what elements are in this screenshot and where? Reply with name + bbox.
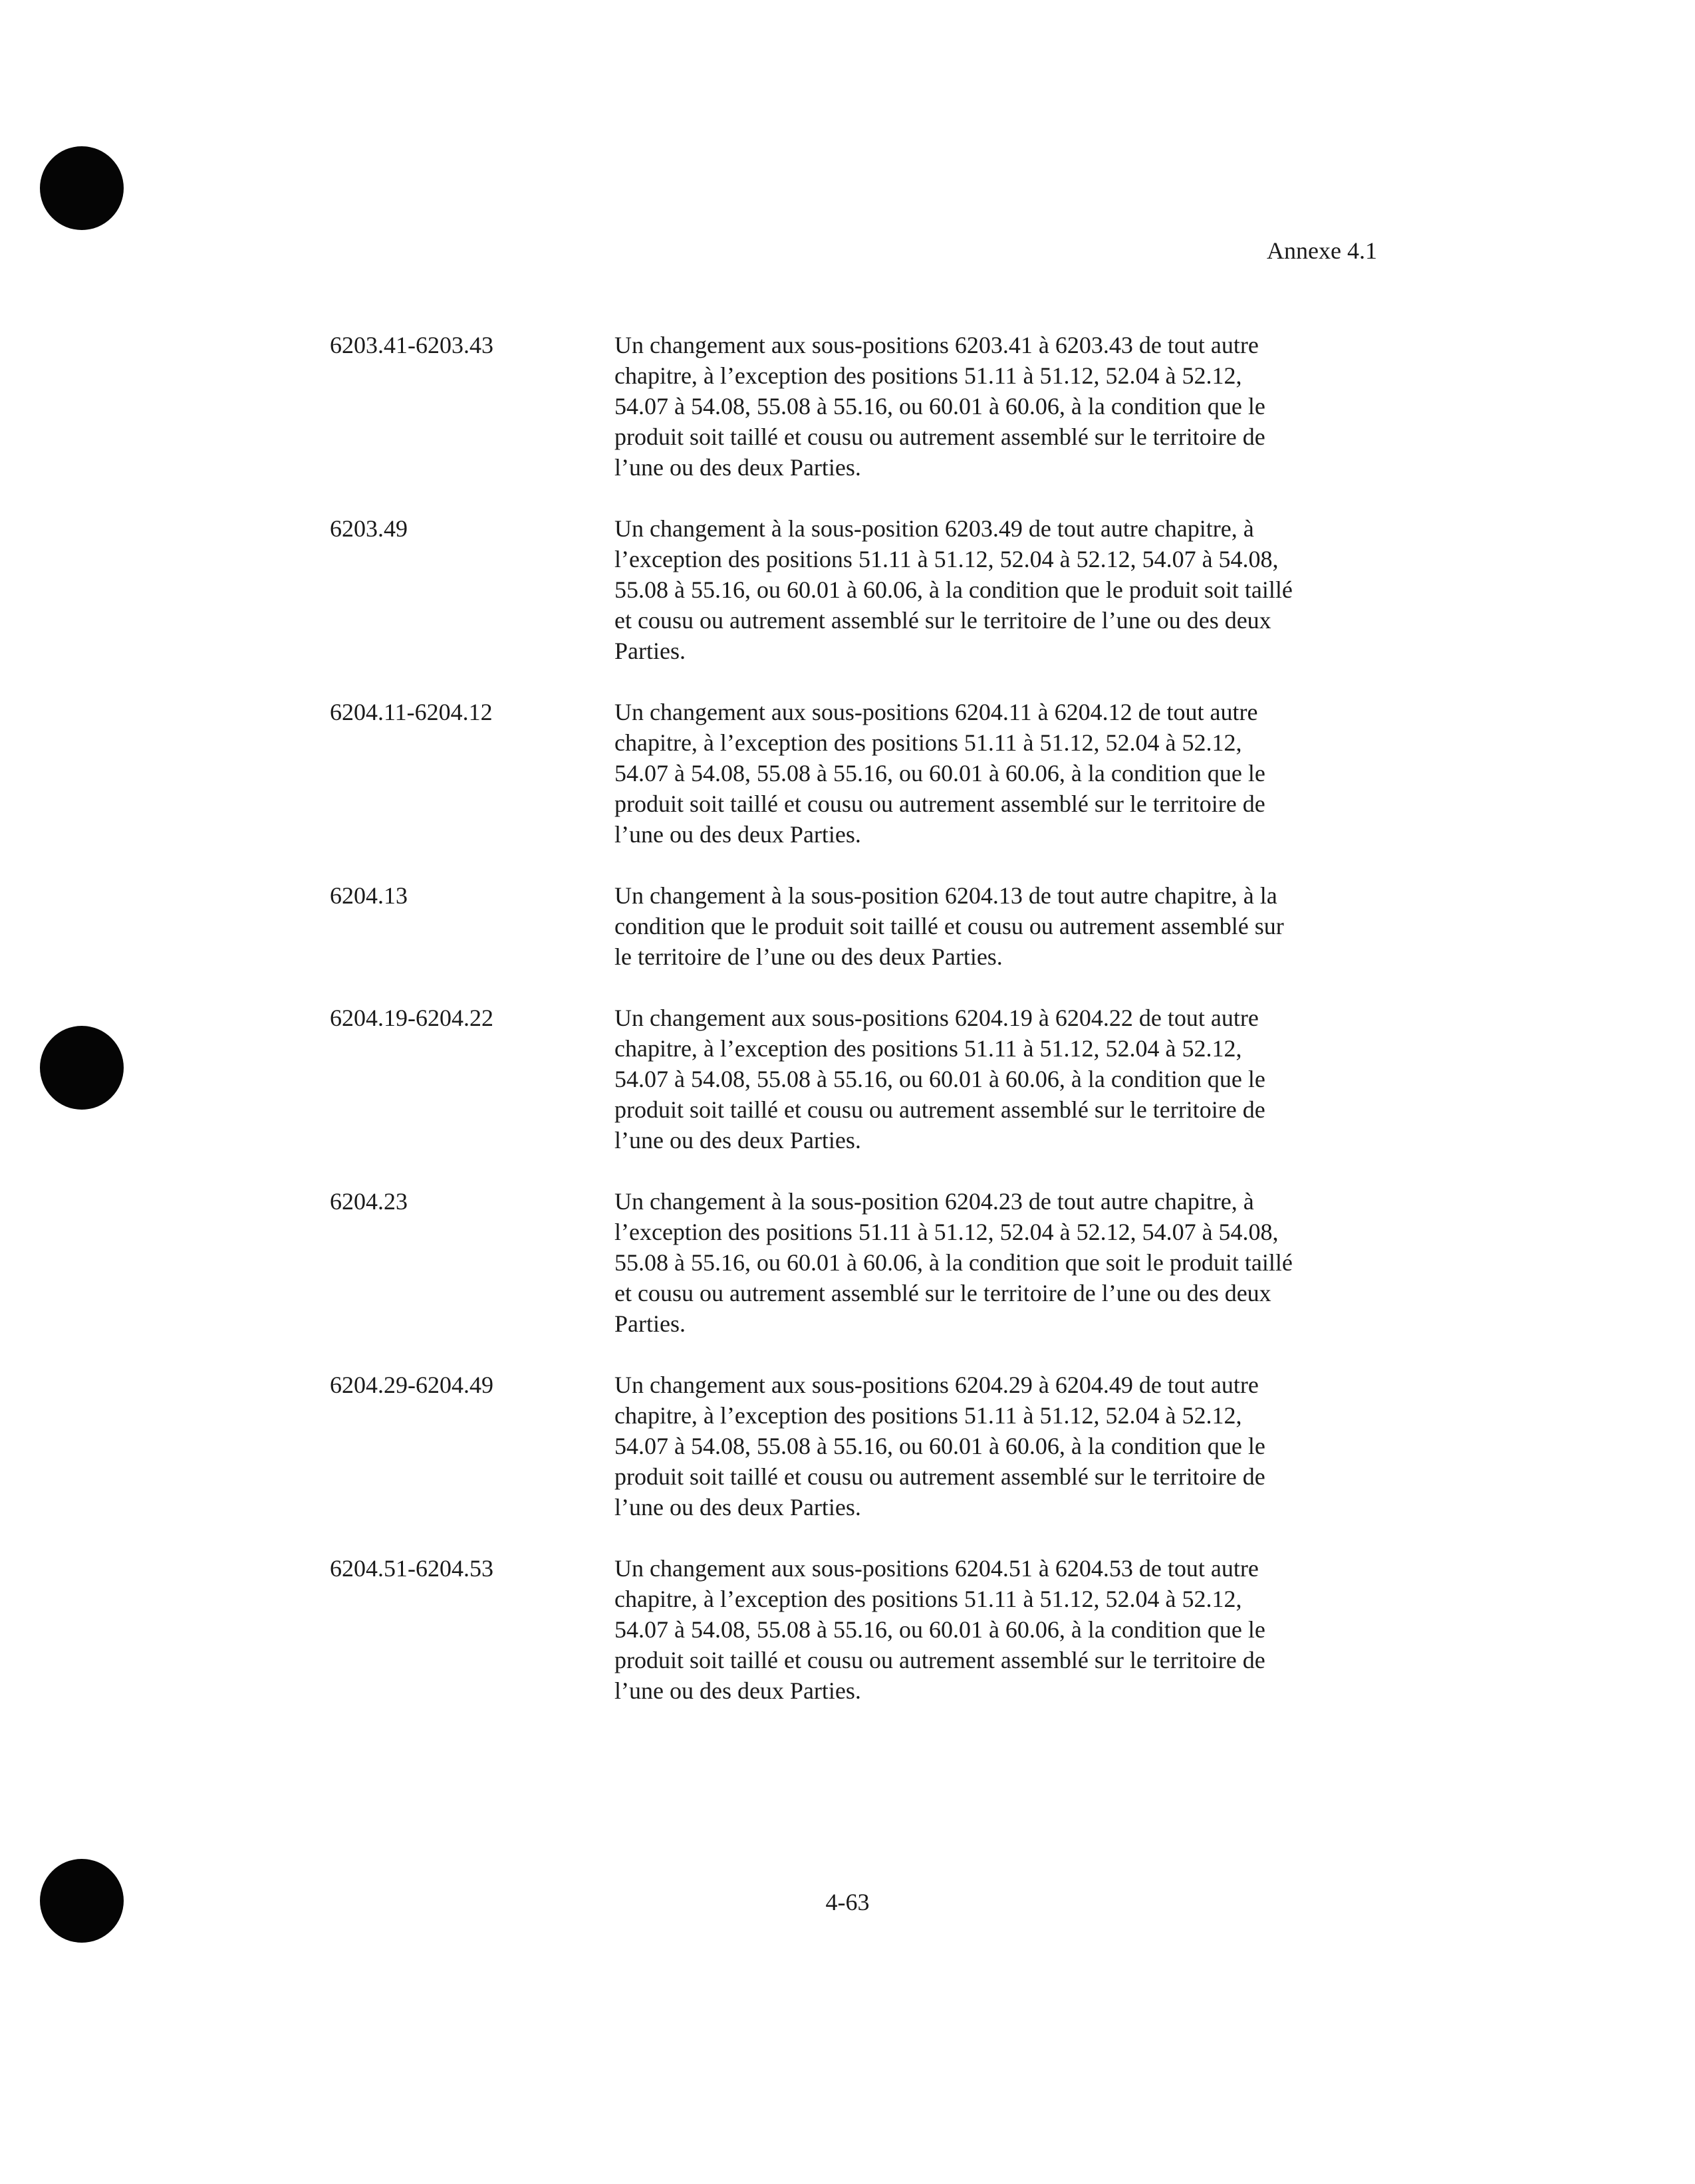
page-number: 4-63	[825, 1889, 870, 1915]
rule-line: 54.07 à 54.08, 55.08 à 55.16, ou 60.01 à 60.06, à la condition que le	[614, 1066, 1265, 1092]
punch-hole	[40, 146, 124, 230]
rule-line: Un changement aux sous-positions 6203.41 à 6203.43 de tout autre	[614, 332, 1259, 358]
rule-line: le territoire de l’une ou des deux Parties.	[614, 943, 1003, 970]
rule-line: 55.08 à 55.16, ou 60.01 à 60.06, à la condition que soit le produit taillé	[614, 1249, 1293, 1276]
rule-line: l’exception des positions 51.11 à 51.12, 52.04 à 52.12, 54.07 à 54.08,	[614, 1219, 1279, 1245]
rule-line: 54.07 à 54.08, 55.08 à 55.16, ou 60.01 à 60.06, à la condition que le	[614, 1616, 1265, 1643]
rule-line: Un changement aux sous-positions 6204.11 à 6204.12 de tout autre	[614, 699, 1258, 725]
tariff-code: 6204.23	[330, 1188, 408, 1215]
tariff-code: 6204.29-6204.49	[330, 1372, 493, 1398]
rule-line: l’une ou des deux Parties.	[614, 1494, 861, 1520]
rule-description	[614, 1003, 1359, 1155]
rule-line: 55.08 à 55.16, ou 60.01 à 60.06, à la condition que le produit soit taillé	[614, 576, 1293, 603]
rule-line: Un changement aux sous-positions 6204.19 à 6204.22 de tout autre	[614, 1005, 1259, 1031]
rule-line: Parties.	[614, 638, 686, 664]
rule-line: Parties.	[614, 1310, 686, 1337]
rules-table	[330, 330, 1367, 1706]
rule-line: Un changement à la sous-position 6203.49 de tout autre chapitre, à	[614, 515, 1254, 542]
rule-description	[614, 513, 1359, 666]
rule-line: produit soit taillé et cousu ou autrement assemblé sur le territoire de	[614, 790, 1265, 817]
rule-line: produit soit taillé et cousu ou autrement assemblé sur le territoire de	[614, 1647, 1265, 1673]
rule-line: produit soit taillé et cousu ou autrement assemblé sur le territoire de	[614, 1096, 1265, 1123]
rule-line: produit soit taillé et cousu ou autrement assemblé sur le territoire de	[614, 424, 1265, 450]
rule-row	[330, 1553, 1367, 1706]
rule-description	[614, 1553, 1359, 1706]
rule-description	[614, 880, 1359, 972]
tariff-code: 6204.11-6204.12	[330, 699, 493, 725]
rule-line: Un changement aux sous-positions 6204.29 à 6204.49 de tout autre	[614, 1372, 1259, 1398]
tariff-code: 6203.49	[330, 515, 408, 542]
punch-hole	[40, 1026, 124, 1110]
tariff-code: 6203.41-6203.43	[330, 332, 493, 358]
rule-line: Un changement à la sous-position 6204.23 de tout autre chapitre, à	[614, 1188, 1254, 1215]
rule-line: chapitre, à l’exception des positions 51.11 à 51.12, 52.04 à 52.12,	[614, 1402, 1242, 1429]
rule-line: chapitre, à l’exception des positions 51.11 à 51.12, 52.04 à 52.12,	[614, 1586, 1242, 1612]
rule-line: chapitre, à l’exception des positions 51.11 à 51.12, 52.04 à 52.12,	[614, 362, 1242, 389]
rule-line: et cousu ou autrement assemblé sur le territoire de l’une ou des deux	[614, 607, 1271, 634]
rule-row	[330, 1186, 1367, 1339]
rule-line: et cousu ou autrement assemblé sur le territoire de l’une ou des deux	[614, 1280, 1271, 1306]
rule-line: chapitre, à l’exception des positions 51.11 à 51.12, 52.04 à 52.12,	[614, 1035, 1242, 1062]
rule-row	[330, 1003, 1367, 1155]
rule-row	[330, 880, 1367, 972]
rule-line: l’une ou des deux Parties.	[614, 1677, 861, 1704]
rule-line: chapitre, à l’exception des positions 51.11 à 51.12, 52.04 à 52.12,	[614, 729, 1242, 756]
rule-line: condition que le produit soit taillé et cousu ou autrement assemblé sur	[614, 913, 1284, 939]
rule-description	[614, 330, 1359, 483]
rule-line: l’une ou des deux Parties.	[614, 821, 861, 848]
tariff-code: 6204.51-6204.53	[330, 1555, 493, 1582]
rule-line: Un changement aux sous-positions 6204.51 à 6204.53 de tout autre	[614, 1555, 1259, 1582]
tariff-code: 6204.13	[330, 882, 408, 909]
rule-row	[330, 697, 1367, 850]
rule-description	[614, 1370, 1359, 1522]
rule-line: 54.07 à 54.08, 55.08 à 55.16, ou 60.01 à 60.06, à la condition que le	[614, 393, 1265, 420]
rule-row	[330, 330, 1367, 483]
rule-line: l’une ou des deux Parties.	[614, 1127, 861, 1153]
rule-line: 54.07 à 54.08, 55.08 à 55.16, ou 60.01 à 60.06, à la condition que le	[614, 760, 1265, 787]
rule-line: l’exception des positions 51.11 à 51.12, 52.04 à 52.12, 54.07 à 54.08,	[614, 546, 1279, 572]
rule-line: l’une ou des deux Parties.	[614, 454, 861, 481]
tariff-code: 6204.19-6204.22	[330, 1005, 493, 1031]
rule-row	[330, 1370, 1367, 1522]
rule-description	[614, 697, 1359, 850]
rule-line: Un changement à la sous-position 6204.13 de tout autre chapitre, à la	[614, 882, 1277, 909]
rule-description	[614, 1186, 1359, 1339]
rule-row	[330, 513, 1367, 666]
rule-line: produit soit taillé et cousu ou autrement assemblé sur le territoire de	[614, 1463, 1265, 1490]
rule-line: 54.07 à 54.08, 55.08 à 55.16, ou 60.01 à 60.06, à la condition que le	[614, 1433, 1265, 1459]
annex-label: Annexe 4.1	[1267, 237, 1377, 264]
